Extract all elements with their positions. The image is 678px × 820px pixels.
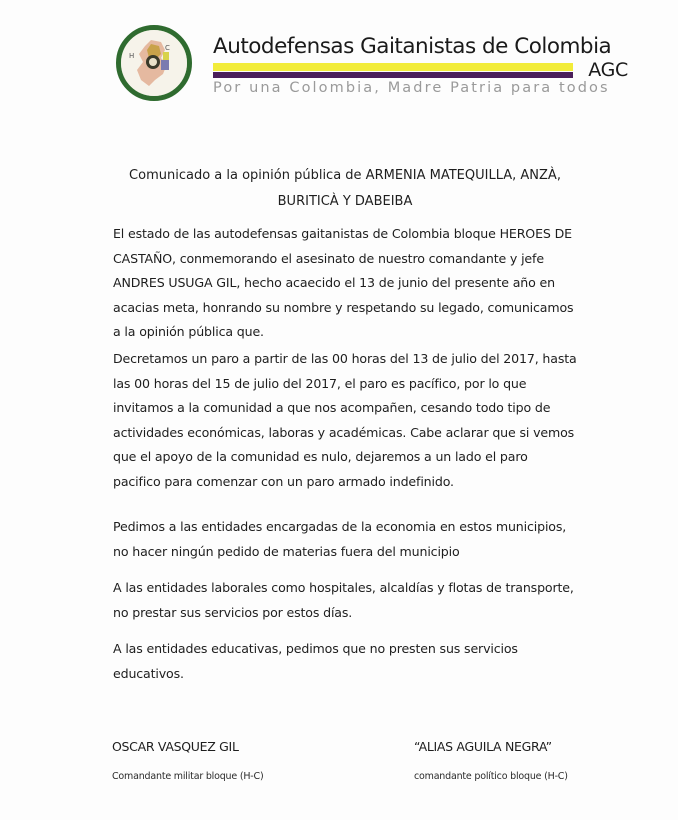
paragraph-line: a la opinión pública que. xyxy=(113,324,264,339)
paragraph-line: actividades económicas, laboras y académicas. Cabe aclarar que si vemos xyxy=(113,424,575,440)
svg-text:H: H xyxy=(129,52,135,60)
paragraph-line: no prestar sus servicios por estos días. xyxy=(113,604,353,620)
paragraph-education-request xyxy=(113,637,658,686)
letterhead xyxy=(112,22,642,114)
signature-role-political: comandante político bloque (H-C) xyxy=(414,771,568,782)
paragraph-line: educativos. xyxy=(113,665,184,681)
paragraph-labor-request xyxy=(113,576,658,625)
paragraph-line: las 00 horas del 15 de julio del 2017, el paro es pacífico, por lo que xyxy=(113,375,527,391)
signature-name-political: “ALIAS AGUILA NEGRA” xyxy=(414,739,552,754)
signature-name-military: OSCAR VASQUEZ GIL xyxy=(112,739,239,754)
flag-stripe-purple xyxy=(213,72,573,78)
organization-name: Autodefensas Gaitanistas de Colombia xyxy=(213,34,612,59)
paragraph-line: CASTAÑO, conmemorando el asesinato de nuestro comandante y jefe xyxy=(113,250,544,266)
paragraph-line: pacifico para comenzar con un paro armado indefinido. xyxy=(113,473,454,489)
paragraph-line: El estado de las autodefensas gaitanistas de Colombia bloque HEROES DE xyxy=(113,226,572,241)
paragraph-line: ANDRES USUGA GIL, hecho acaecido el 13 de junio del presente año en xyxy=(113,275,555,290)
paragraph-line: A las entidades laborales como hospitales, alcaldías y flotas de transporte, xyxy=(113,580,574,595)
document-title xyxy=(110,163,580,215)
paragraph-line: no hacer ningún pedido de materias fuera del municipio xyxy=(113,543,460,559)
organization-acronym: AGC xyxy=(588,59,628,81)
paragraph-line: que el apoyo de la comunidad es nulo, dejaremos a un lado el paro xyxy=(113,449,528,464)
signature-role-military: Comandante militar bloque (H-C) xyxy=(112,771,264,782)
paragraph-strike-decree xyxy=(113,347,658,494)
paragraph-line: Pedimos a las entidades encargadas de la economia en estos municipios, xyxy=(113,519,567,534)
svg-text:C: C xyxy=(165,44,170,52)
document-title-line-2: BURITICÀ Y DABEIBA xyxy=(277,194,413,209)
colombia-map-emblem-icon xyxy=(121,30,187,96)
paragraph-line: Decretamos un paro a partir de las 00 horas del 13 de julio del 2017, hasta xyxy=(113,351,577,366)
organization-logo-icon xyxy=(116,25,192,101)
flag-stripe-yellow xyxy=(213,63,573,71)
document-title-line-1: Comunicado a la opinión pública de ARMENIA MATEQUILLA, ANZÀ, xyxy=(129,168,561,183)
paragraph-line: invitamos a la comunidad a que nos acompañen, cesando todo tipo de xyxy=(113,400,551,415)
paragraph-line: acacias meta, honrando su nombre y respetando su legado, comunicamos xyxy=(113,299,574,315)
paragraph-economy-request xyxy=(113,515,658,564)
paragraph-commemoration xyxy=(113,222,658,345)
organization-motto: Por una Colombia, Madre Patria para todos xyxy=(213,80,610,96)
paragraph-line: A las entidades educativas, pedimos que no presten sus servicios xyxy=(113,641,518,656)
